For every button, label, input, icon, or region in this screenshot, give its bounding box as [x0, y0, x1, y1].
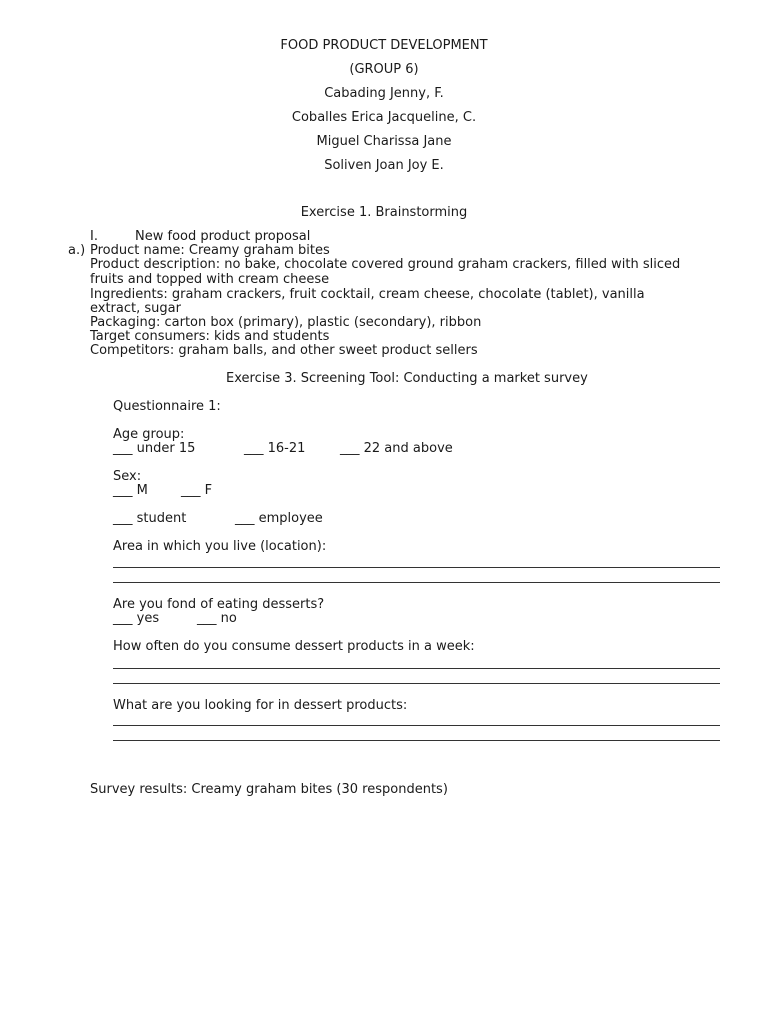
location-question: Area in which you live (location): — [113, 539, 327, 554]
dessert-option-no[interactable]: ___ no — [197, 611, 237, 626]
product-description: Product description: no bake, chocolate covered ground graham crackers, filled with sliced — [90, 257, 681, 272]
exercise3-heading: Exercise 3. Screening Tool: Conducting a market survey — [226, 371, 588, 386]
sex-option-m[interactable]: ___ M — [113, 483, 148, 498]
dessert-option-yes[interactable]: ___ yes — [113, 611, 160, 626]
ingredients: Ingredients: graham crackers, fruit cocktail, cream cheese, chocolate (tablet), vanilla — [90, 287, 645, 302]
member-name: Cabading Jenny, F. — [324, 86, 444, 101]
occupation-option-student[interactable]: ___ student — [113, 511, 187, 526]
looking-question: What are you looking for in dessert products: — [113, 698, 408, 713]
section-number: I. — [90, 229, 98, 244]
survey-results: Survey results: Creamy graham bites (30 respondents) — [90, 782, 448, 797]
frequency-question: How often do you consume dessert products in a week: — [113, 639, 475, 654]
member-name: Soliven Joan Joy E. — [324, 158, 444, 173]
answer-line[interactable] — [113, 725, 720, 726]
section-title: New food product proposal — [135, 229, 311, 244]
answer-line[interactable] — [113, 582, 720, 583]
answer-line[interactable] — [113, 683, 720, 684]
packaging: Packaging: carton box (primary), plastic (secondary), ribbon — [90, 315, 482, 330]
sex-option-f[interactable]: ___ F — [181, 483, 213, 498]
answer-line[interactable] — [113, 668, 720, 669]
group-label: (GROUP 6) — [349, 62, 419, 77]
dessert-question: Are you fond of eating desserts? — [113, 597, 325, 612]
product-name: Product name: Creamy graham bites — [90, 243, 330, 258]
occupation-option-employee[interactable]: ___ employee — [235, 511, 323, 526]
age-option-16-21[interactable]: ___ 16-21 — [244, 441, 306, 456]
product-description-cont: fruits and topped with cream cheese — [90, 272, 330, 287]
answer-line[interactable] — [113, 567, 720, 568]
questionnaire-title: Questionnaire 1: — [113, 399, 221, 414]
document-title: FOOD PRODUCT DEVELOPMENT — [280, 38, 488, 53]
answer-line[interactable] — [113, 740, 720, 741]
member-name: Miguel Charissa Jane — [316, 134, 452, 149]
target-consumers: Target consumers: kids and students — [90, 329, 330, 344]
member-name: Coballes Erica Jacqueline, C. — [291, 110, 477, 125]
ingredients-cont: extract, sugar — [90, 301, 181, 316]
age-group-label: Age group: — [113, 427, 185, 442]
competitors: Competitors: graham balls, and other sweet product sellers — [90, 343, 478, 358]
item-marker: a.) — [68, 243, 86, 258]
age-option-22-above[interactable]: ___ 22 and above — [340, 441, 453, 456]
sex-label: Sex: — [113, 469, 142, 484]
exercise1-heading: Exercise 1. Brainstorming — [300, 205, 468, 220]
age-option-under15[interactable]: ___ under 15 — [113, 441, 196, 456]
